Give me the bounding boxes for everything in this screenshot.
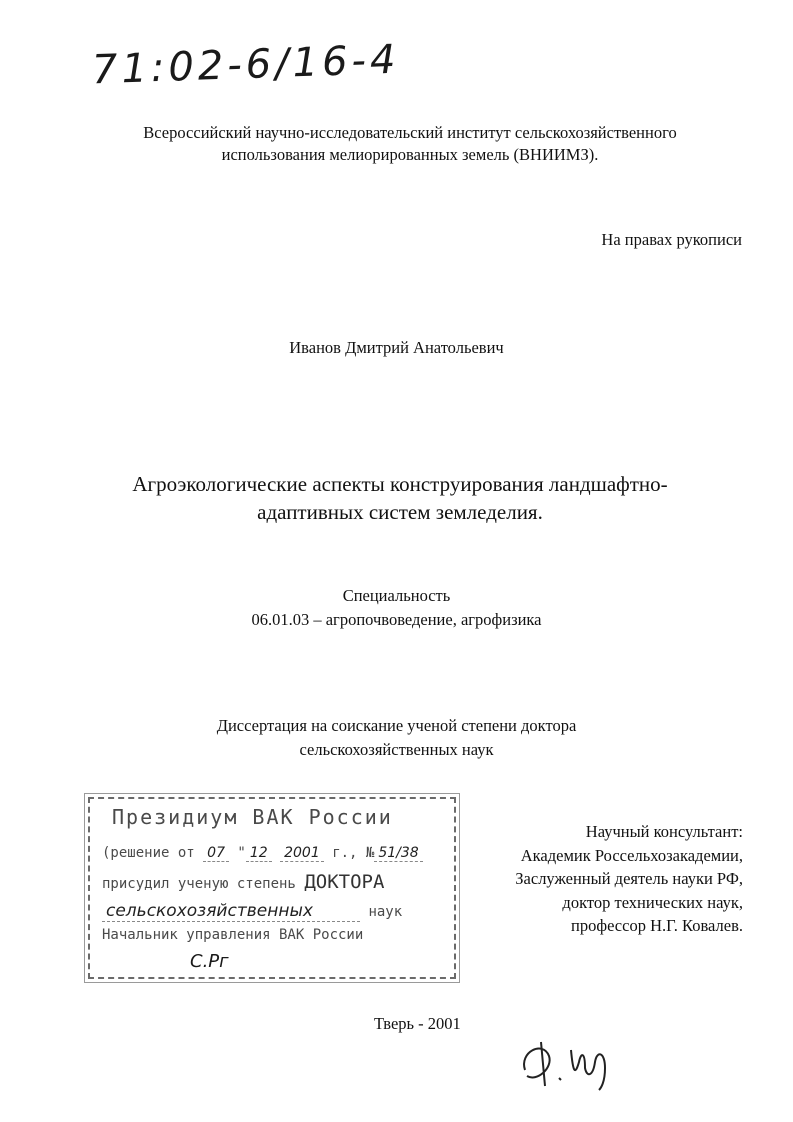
stamp-head: Начальник управления ВАК России [102,927,364,943]
stamp-day: 07 [203,845,229,862]
stamp-number-prefix: № [365,845,375,861]
stamp-head-signature: С.Рг [190,951,229,972]
specialty-block [0,584,793,632]
title-line-2: адаптивных систем земледелия. [257,500,543,524]
scientific-consultant [515,820,743,938]
stamp-year-suffix: г., [332,845,358,861]
degree-line-2: сельскохозяйственных наук [299,740,494,759]
stamp-awarded-line [102,871,384,893]
dissertation-title [60,470,740,526]
stamp-field-suffix: наук [368,904,403,920]
stamp-decision-prefix: (решение от [102,845,195,861]
consultant-line-1: Научный консультант: [585,822,743,841]
specialty-value: 06.01.03 – агропочвоведение, агрофизика [251,610,542,629]
consultant-line-3: Заслуженный деятель науки РФ, [515,869,743,888]
consultant-line-2: Академик Россельхозакадемии, [520,845,743,865]
consultant-line-5: профессор Н.Г. Ковалев. [571,916,743,935]
title-line-1: Агроэкологические аспекты конструирования ландшафтно- [132,472,668,496]
stamp-decision-line: (решение от 07 " 12 2001 г., № 51/38 [102,845,423,861]
institute-line-1: Всероссийский научно-исследовательский институт сельскохозяйственного [143,123,677,142]
specialty-label: Специальность [342,586,451,605]
stamp-field: сельскохозяйственных [102,901,360,922]
stamp-awarded-prefix: присудил ученую степень [102,876,296,892]
city-year: Тверь - 2001 [374,1014,461,1033]
degree-line-1: Диссертация на соискание ученой степени доктора [216,716,577,735]
stamp-month: 12 [246,845,272,862]
consultant-signature [515,1032,635,1092]
dissertation-degree [0,714,793,762]
vak-stamp [88,797,456,979]
rights-notice: На правах рукописи [601,230,742,249]
author-name: Иванов Дмитрий Анатольевич [289,338,504,357]
stamp-header: Президиум ВАК России [112,805,393,829]
consultant-line-4: доктор технических наук, [562,892,743,912]
stamp-number: 51/38 [374,845,422,862]
stamp-field-line [102,901,402,922]
institute-line-2: использования мелиорированных земель (ВНИИМЗ). [221,145,599,164]
stamp-degree: ДОКТОРА [304,871,385,893]
handwritten-code: 71:02-6/16-4 [91,36,401,94]
stamp-year: 2001 [280,845,324,862]
institute-name [60,122,760,166]
